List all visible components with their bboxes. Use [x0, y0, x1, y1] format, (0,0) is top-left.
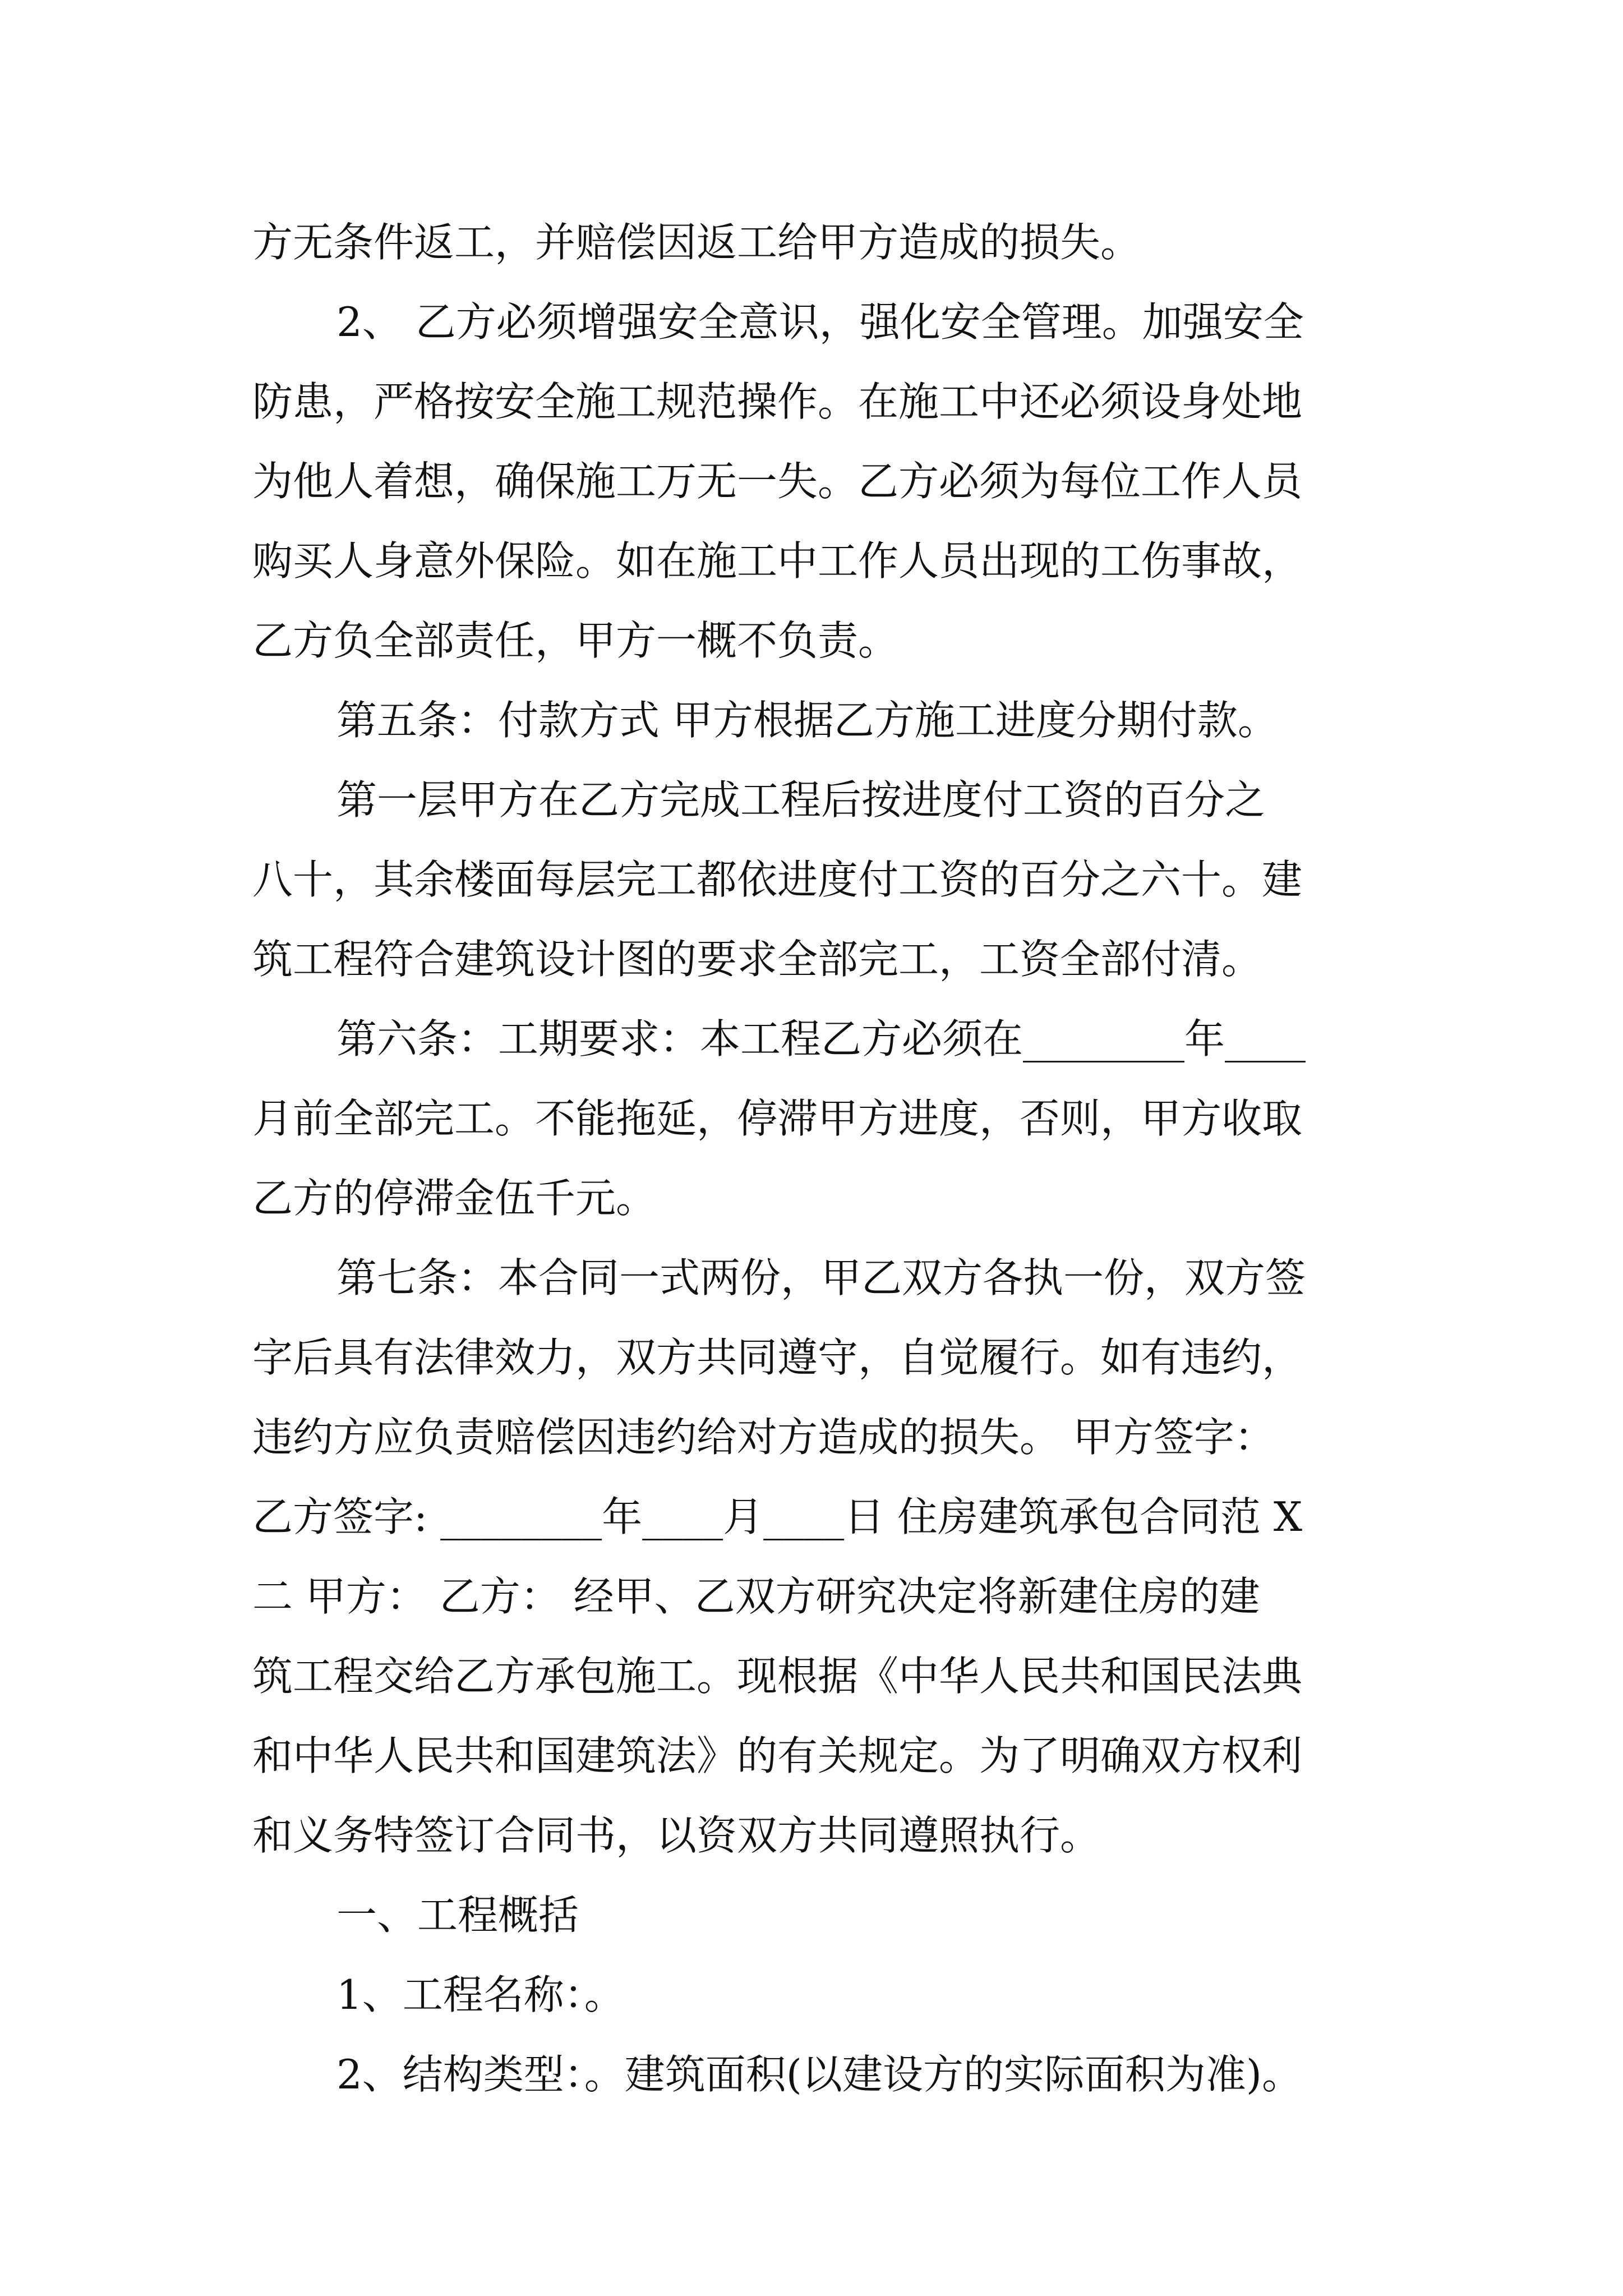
- text-line: 八十，其余楼面每层完工都依进度付工资的百分之六十。建: [252, 856, 1303, 903]
- text-line: 第一层甲方在乙方完成工程后按进度付工资的百分之: [336, 776, 1266, 823]
- text-line: 违约方应负责赔偿因违约给对方造成的损失。 甲方签字：: [252, 1414, 1275, 1461]
- text-line: 一、工程概括: [336, 1892, 579, 1939]
- text-line: 第五条：付款方式 甲方根据乙方施工进度分期付款。: [336, 697, 1278, 744]
- text-line: 和义务特签订合同书，以资双方共同遵照执行。: [252, 1812, 1101, 1859]
- text-line: 防患，严格按安全施工规范操作。在施工中还必须设身处地: [252, 378, 1303, 425]
- text-line: 乙方的停滞金伍千元。: [252, 1175, 657, 1222]
- text-line: 乙方签字: ________年____月____日 住房建筑承包合同范 X: [252, 1493, 1303, 1540]
- text-line: 和中华人民共和国建筑法》的有关规定。为了明确双方权利: [252, 1732, 1303, 1779]
- text-line: 字后具有法律效力，双方共同遵守，自觉履行。如有违约，: [252, 1334, 1303, 1381]
- text-line: 月前全部完工。不能拖延，停滞甲方进度，否则，甲方收取: [252, 1095, 1303, 1142]
- text-line: 第六条：工期要求：本工程乙方必须在________年____: [336, 1015, 1306, 1062]
- text-line: 第七条：本合同一式两份，甲乙双方各执一份，双方签: [336, 1254, 1306, 1301]
- text-line: 筑工程交给乙方承包施工。现根据《中华人民共和国民法典: [252, 1653, 1303, 1700]
- text-line: 1、工程名称：。: [336, 1971, 625, 2018]
- text-line: 二 甲方： 乙方： 经甲、乙双方研究决定将新建住房的建: [252, 1573, 1260, 1620]
- text-line: 2、结构类型：。建筑面积(以建设方的实际面积为准)。: [336, 2051, 1302, 2098]
- text-line: 方无条件返工，并赔偿因返工给甲方造成的损失。: [252, 219, 1141, 266]
- text-line: 筑工程符合建筑设计图的要求全部完工，工资全部付清。: [252, 936, 1262, 983]
- text-line: 乙方负全部责任，甲方一概不负责。: [252, 617, 899, 664]
- text-line: 为他人着想，确保施工万无一失。乙方必须为每位工作人员: [252, 458, 1303, 505]
- text-line: 购买人身意外保险。如在施工中工作人员出现的工伤事故，: [252, 537, 1303, 585]
- text-line: 2、 乙方必须增强安全意识，强化安全管理。加强安全: [336, 298, 1304, 346]
